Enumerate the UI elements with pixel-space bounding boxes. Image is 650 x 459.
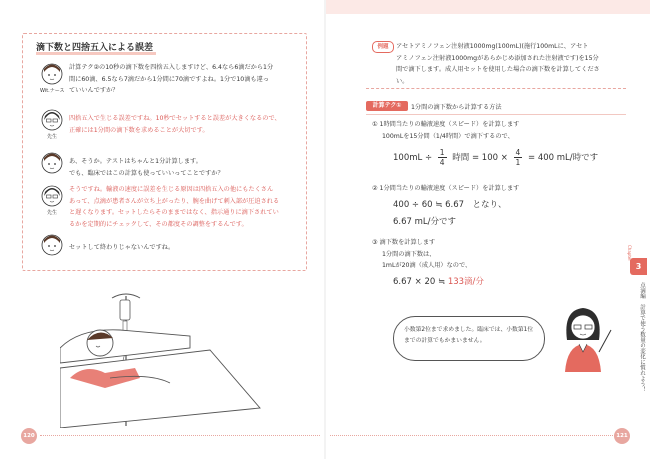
footer-rule [330, 435, 615, 437]
chapter-title: 点滴編 計算で使う数量の変化に慣れよう！ [639, 282, 645, 392]
footer-rule [40, 435, 320, 437]
fraction: $\frac{4}{1}$ [515, 148, 521, 167]
example-problem: アセトアミノフェン注射液1000mg(100mL)(施行100mLに、アセト アミノフェン注射液1000mgがあらかじめ添加された注射液です)を15分 間で滴下します。成人用セットを使用した場合の滴下数を計算してください。 [396, 43, 600, 85]
nurse-avatar-icon [41, 152, 63, 174]
spread-gutter [324, 0, 326, 459]
page-number-right: 121 [614, 428, 630, 444]
step2-label: ② 1分間当たりの輸液速度（スピード）を計算します [372, 185, 520, 192]
chapter-number: 3 [630, 258, 647, 275]
speaker-label: 先生 [47, 134, 58, 140]
divider [366, 88, 626, 90]
answer: 133滴/分 [447, 277, 484, 287]
step1-equation: 100mL ÷ $\frac{1}{4}$ 時間 = 100 × $\frac{4}{1}$ = 400 mL/時です [393, 148, 599, 167]
speaker-label: Wit.ナース [40, 88, 65, 94]
step3-equation: 6.67 × 20 ≒ 133滴/分 [393, 277, 484, 287]
step1-sub: 100mLを15分間（1/4時間）で滴下するので、 [382, 133, 514, 140]
speech-nurse-2: あ、そうか。テストはちゃんと1分計算します。 でも、臨床ではこの計算も使っていいってことですか？ [69, 158, 224, 177]
technique-title: 1分間の滴下数から計算する方法 [411, 104, 502, 111]
step2-line2: 6.67 mL/分です [393, 217, 457, 227]
speech-teacher-1: 四捨五入で生じる誤差ですね。10秒でセットすると誤差が大きくなるので、 正確には1分間の滴下数を求めることが大切です。 [69, 115, 281, 134]
technique-badge: 計算テク① [366, 101, 408, 111]
speaker-label: 先生 [47, 210, 58, 216]
nurse-avatar-icon [41, 234, 63, 256]
speech-nurse-3: セットして終わりじゃないんですね。 [69, 244, 175, 251]
step3-label: ③ 滴下数を計算します [372, 239, 436, 246]
fraction: $\frac{1}{4}$ [439, 148, 445, 167]
top-band [326, 0, 650, 14]
chapter-label: Chapter [627, 245, 632, 261]
speech-nurse-1: 計算テク②の10秒の滴下数を四捨五入しますけど、6.4なら6滴だから1分 間に60滴、6.5なら7滴だから1分間に70滴ですよね。1分で10滴も違っ ていいんですか？ [69, 64, 274, 94]
nurse-avatar-icon [41, 63, 63, 85]
step3-sub2: 1mLが20滴（成人用）なので、 [382, 262, 472, 269]
step2-line1: 400 ÷ 60 ≒ 6.67 となり、 [393, 200, 507, 210]
speech-teacher-2: そうですね。輸液の速度に誤差を生じる原因は四捨五入の他にもたくさん あって、点滴が患者さんが立ち上がったり、腕を曲げて刺入部が圧迫される と遅くなります。セットしたらそのままではなく、指示通りに滴下されてい るかを定期的にチェックして、その都度その調整をするんです。 [69, 186, 280, 228]
divider [366, 114, 626, 115]
teacher-avatar-icon [41, 185, 63, 207]
example-badge: 例題 [372, 41, 394, 53]
box-title: 滴下数と四捨五入による誤差 [36, 43, 154, 53]
note-text: 小数第2位まで求めました。臨床では、小数第1位までの計算でもかまいません。 [404, 327, 534, 344]
teacher-avatar-icon [41, 109, 63, 131]
page-number-left: 120 [21, 428, 37, 444]
patient-iv-illustration [60, 288, 280, 428]
step3-sub1: 1分間の滴下数は、 [382, 251, 436, 258]
step1-label: ① 1時間当たりの輸液速度（スピード）を計算します [372, 121, 520, 128]
teacher-illustration [553, 300, 613, 372]
